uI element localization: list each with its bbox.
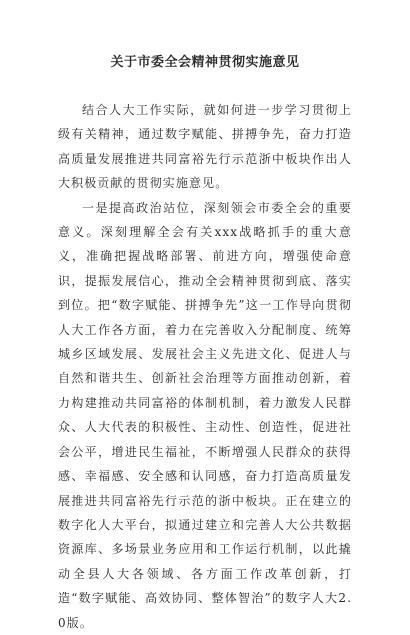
paragraph-point-one: 一是提高政治站位，深刻领会市委全会的重要意义。深刻理解全会有关xxx战略抓手的重大意义，准确把握战略部署、前进方向，增强使命意识，提振发展信心，推动全会精神贯彻到底、落实到位。把“数字赋能、拼搏争先”这一工作导向贯彻人大工作各方面，着力在完善收入分配制度、统筹城乡区域发展、发展社会主义先进文化、促进人与自然和谐共生、创新社会治理等方面推动创新，着力构建推动共同富裕的体制机制，着力激发人民群众、人大代表的积极性、主动性、创造性，促进社会公平，增进民生福祉，不断增强人民群众的获得感、幸福感、安全感和认同感，奋力打造高质量发展推进共同富裕先行示范的浙中板块。正在建立的数字化人大平台，拟通过建立和完善人大公共数据资源库、多场景业务应用和工作运行机制，以此撬动全县人大各领域、各方面工作改革创新，打造“数字赋能、高效协同、整体智治”的数字人大2.0版。 [58,200,352,630]
document-title: 关于市委全会精神贯彻实施意见 [110,55,300,70]
paragraph-intro: 结合人大工作实际，就如何进一步学习贯彻上级有关精神，通过数字赋能、拼搏争先，奋力打造高质量发展推进共同富裕先行示范浙中板块作出人大积极贡献的贯彻实施意见。 [58,103,352,191]
